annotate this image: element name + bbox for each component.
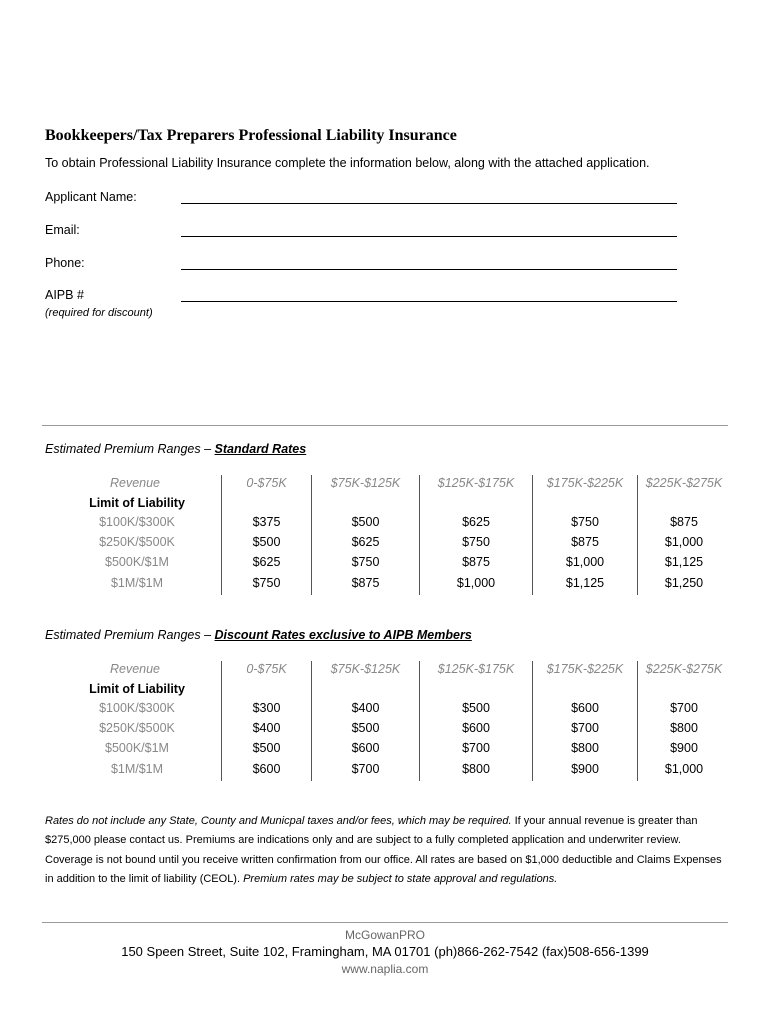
limit-of-liability-header: Limit of Liability [89, 496, 185, 510]
rate-cell: $750 [252, 576, 281, 590]
rate-cell: $600 [571, 701, 599, 715]
rate-cell: $1,125 [565, 576, 605, 590]
row-label: $100K/$300K [99, 701, 175, 715]
row-label: $500K/$1M [105, 741, 169, 755]
rate-cell: $700 [462, 741, 490, 755]
column-header: $225K-$275K [645, 662, 723, 676]
rate-cell: $875 [462, 555, 490, 569]
rate-cell: $875 [351, 576, 380, 590]
rate-cell: $1,000 [565, 555, 605, 569]
email-label: Email: [45, 223, 80, 237]
applicant-name-label: Applicant Name: [45, 190, 137, 204]
rate-cell: $600 [462, 721, 490, 735]
column-header: $125K-$175K [437, 476, 515, 490]
rate-cell: $500 [252, 741, 281, 755]
aipb-label: AIPB # [45, 288, 84, 302]
rate-cell: $500 [351, 515, 380, 529]
column-header: $175K-$225K [546, 476, 624, 490]
column-header: $75K-$125K [330, 662, 401, 676]
rate-cell: $600 [252, 762, 281, 776]
phone-field[interactable] [181, 269, 677, 270]
aipb-field[interactable] [181, 301, 677, 302]
column-header: $75K-$125K [330, 476, 401, 490]
rate-cell: $625 [351, 535, 380, 549]
rate-cell: $600 [351, 741, 380, 755]
rate-cell: $1,250 [664, 576, 704, 590]
aipb-note: (required for discount) [45, 307, 153, 319]
rate-cell: $700 [351, 762, 380, 776]
rate-cell: $900 [670, 741, 698, 755]
rate-cell: $1,000 [456, 576, 496, 590]
column-header: $175K-$225K [546, 662, 624, 676]
rate-cell: $875 [571, 535, 599, 549]
rate-cell: $500 [252, 535, 281, 549]
column-header: 0-$75K [246, 476, 287, 490]
rate-cell: $800 [670, 721, 698, 735]
rate-cell: $1,000 [664, 762, 704, 776]
row-label: $1M/$1M [110, 576, 164, 590]
row-label: $250K/$500K [99, 535, 175, 549]
rate-cell: $1,000 [664, 535, 704, 549]
rate-cell: $400 [351, 701, 380, 715]
rate-cell: $500 [351, 721, 380, 735]
standard-rates-title: Estimated Premium Ranges – Standard Rates [45, 442, 307, 456]
rate-cell: $1,125 [664, 555, 704, 569]
row-label: $100K/$300K [99, 515, 175, 529]
intro-text: To obtain Professional Liability Insurance complete the information below, along with the attached application. [45, 156, 650, 170]
row-label: $500K/$1M [105, 555, 169, 569]
rate-cell: $400 [252, 721, 281, 735]
revenue-header: Revenue [109, 476, 161, 490]
disclaimer-text: Rates do not include any State, County and Municpal taxes and/or fees, which may be required. If your annual revenue is greater than $275,000 please contact us. Premiums are indications only and are subject to a fully completed application and underwriter review. Coverage is not bound until you receive written confirmation from our office. All rates are based on $1,000 deductible and Claims Expenses in addition to the limit of liability (CEOL). Premium rates may be subject to state approval and regulations. [45, 815, 722, 885]
email-field[interactable] [181, 236, 677, 237]
rate-cell: $300 [252, 701, 281, 715]
applicant-name-field[interactable] [181, 203, 677, 204]
rate-cell: $750 [571, 515, 599, 529]
rate-cell: $750 [462, 535, 490, 549]
column-header: $225K-$275K [645, 476, 723, 490]
website-link[interactable]: www.naplia.com [341, 962, 429, 976]
page-title: Bookkeepers/Tax Preparers Professional Liability Insurance [45, 127, 457, 144]
row-label: $250K/$500K [99, 721, 175, 735]
rate-cell: $700 [670, 701, 698, 715]
revenue-header: Revenue [109, 662, 161, 676]
rate-cell: $375 [252, 515, 281, 529]
column-header: 0-$75K [246, 662, 287, 676]
rate-cell: $700 [571, 721, 599, 735]
divider [42, 425, 728, 426]
rate-cell: $625 [462, 515, 490, 529]
discount-rates-title: Estimated Premium Ranges – Discount Rates exclusive to AIPB Members [45, 628, 472, 642]
rate-cell: $750 [351, 555, 380, 569]
company-address: 150 Speen Street, Suite 102, Framingham, MA 01701 (ph)866-262-7542 (fax)508-656-1399 [121, 944, 649, 959]
rate-cell: $500 [462, 701, 490, 715]
phone-label: Phone: [45, 256, 85, 270]
footer-divider [42, 922, 728, 923]
company-name: McGowanPRO [344, 928, 426, 942]
rate-cell: $625 [252, 555, 281, 569]
rate-cell: $875 [670, 515, 698, 529]
row-label: $1M/$1M [110, 762, 164, 776]
limit-of-liability-header: Limit of Liability [89, 682, 185, 696]
rate-cell: $800 [571, 741, 599, 755]
column-header: $125K-$175K [437, 662, 515, 676]
rate-cell: $800 [462, 762, 490, 776]
rate-cell: $900 [571, 762, 599, 776]
